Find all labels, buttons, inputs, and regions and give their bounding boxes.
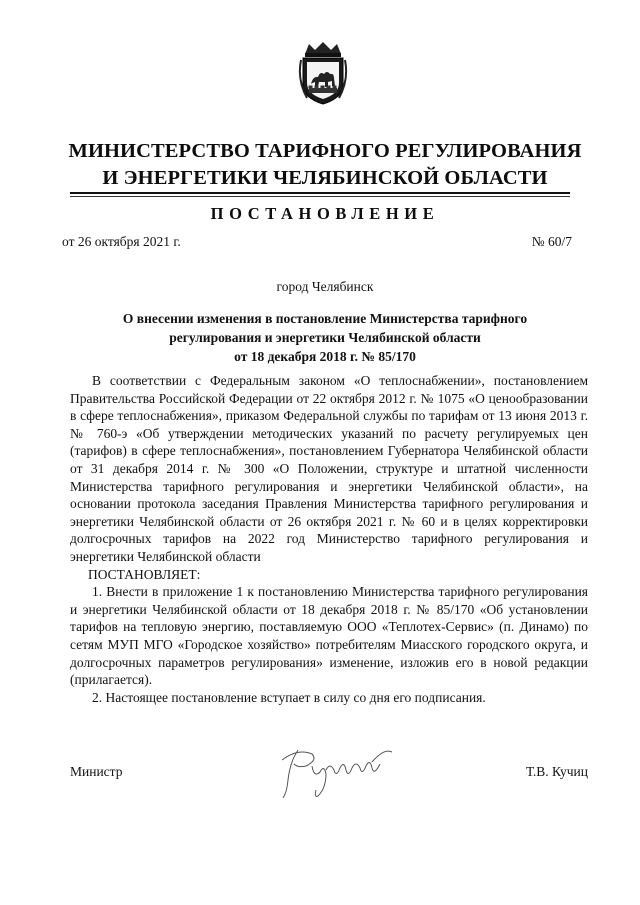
- subject-line1: О внесении изменения в постановление Министерства тарифного: [122, 311, 528, 326]
- document-body: [70, 372, 588, 706]
- handwritten-signature: [268, 740, 400, 802]
- ministry-title-line1: МИНИСТЕРСТВО ТАРИФНОГО РЕГУЛИРОВАНИЯ: [68, 140, 582, 162]
- ministry-title: [60, 138, 590, 192]
- header-divider-thick: [70, 192, 570, 194]
- ministry-title-line2: И ЭНЕРГЕТИКИ ЧЕЛЯБИНСКОЙ ОБЛАСТИ: [102, 167, 548, 189]
- document-subject: [60, 309, 590, 366]
- signer-name: Т.В. Кучиц: [525, 764, 588, 779]
- document-city: город Челябинск: [276, 279, 374, 294]
- subject-line2: регулирования и энергетики Челябинской области: [169, 330, 481, 345]
- signer-title: Министр: [70, 764, 123, 779]
- subject-line3: от 18 декабря 2018 г. № 85/170: [234, 349, 416, 364]
- document-number: № 60/7: [531, 234, 572, 249]
- preamble-paragraph: В соответствии с Федеральным законом «О теплоснабжении», постановлением Правительства Российской Федерации от 22 октября 2012 г. № 1075 «О ценообразовании в сфере теплоснабжения», приказом Федеральной службы по тарифам от 13 июня 2013 г. № 760-э «Об утверждении методических указаний по расчету регулируемых цен (тарифов) в сфере теплоснабжения», постановлением Губернатора Челябинской области от 31 декабря 2014 г. № 300 «О Положении, структуре и штатной численности Министерства тарифного регулирования и энергетики Челябинской области», на основании протокола заседания Правления Министерства тарифного регулирования и энергетики Челябинской области от 26 октября 2021 г. № 60 и в целях корректировки долгосрочных тарифов на 2022 год Министерство тарифного регулирования и энергетики Челябинской области: [70, 373, 588, 564]
- header-divider-thin: [70, 196, 570, 197]
- document-type: ПОСТАНОВЛЕНИЕ: [210, 204, 440, 223]
- decree-word: ПОСТАНОВЛЯЕТ:: [88, 566, 201, 582]
- document-date: от 26 октября 2021 г.: [62, 234, 181, 249]
- item-1-paragraph: 1. Внести в приложение 1 к постановлению Министерства тарифного регулирования и энергетики Челябинской области от 18 декабря 2018 г. № 85/170 «Об установлении тарифов на тепловую энергию, поставляемую ООО «Теплотех-Сервис» (п. Динамо) по сетям МУП МГО «Городское хозяйство» потребителям Миасского городского округа, и долгосрочных параметров регулирования» изменение, изложив его в новой редакции (прилагается).: [70, 584, 588, 688]
- item-2-paragraph: 2. Настоящее постановление вступает в силу со дня его подписания.: [92, 689, 486, 705]
- chelyabinsk-coat-of-arms-icon: [297, 40, 349, 106]
